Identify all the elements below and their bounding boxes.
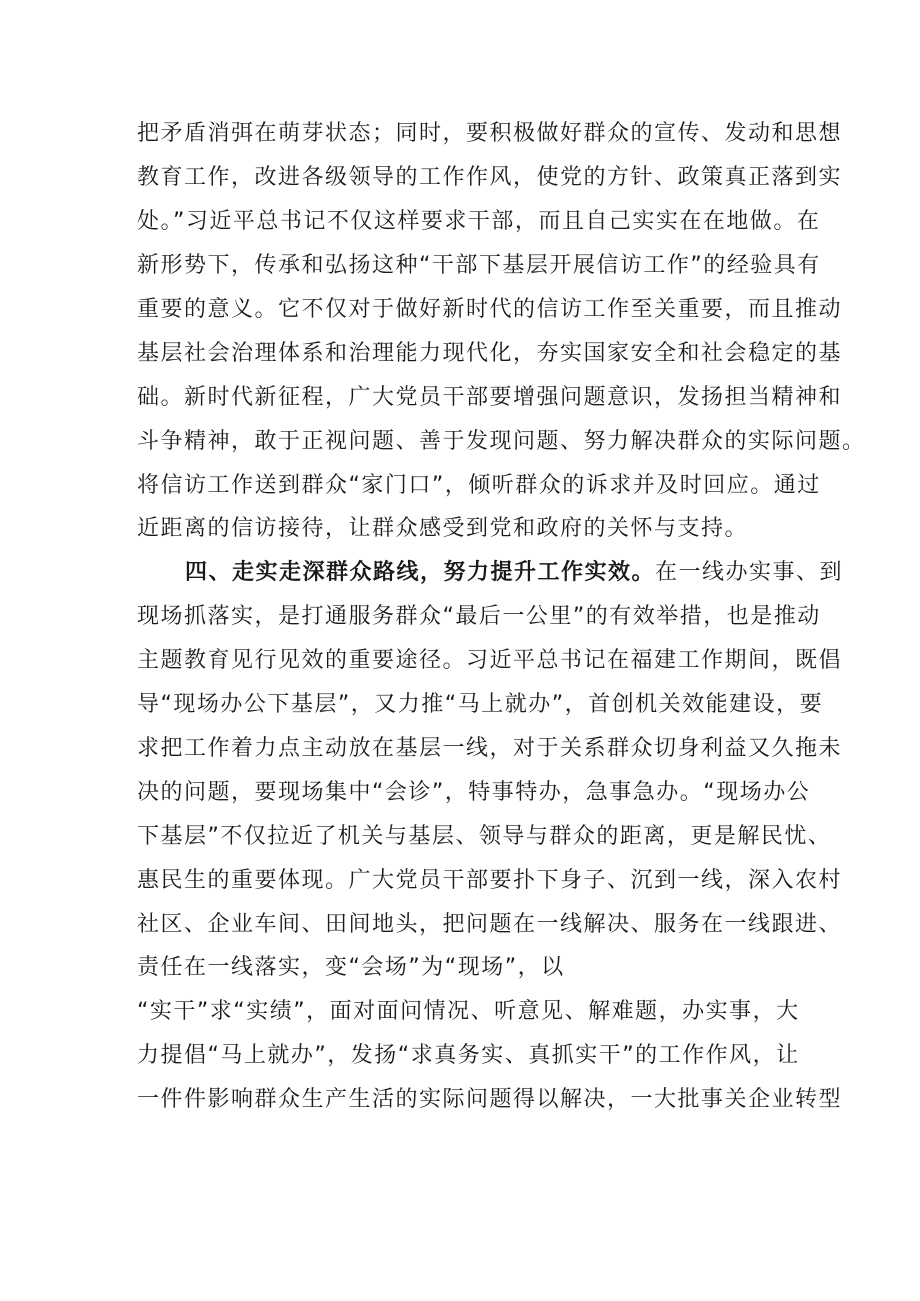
- text-line: “实干”求“实绩”，面对面问情况、听意见、解难题，办实事，大: [137, 999, 800, 1024]
- text-line: 导“现场办公下基层”，又力推“马上就办”，首创机关效能建设，要: [137, 692, 824, 717]
- text-line: 现场抓落实，是打通服务群众“最后一公里”的有效举措，也是推动: [137, 604, 821, 629]
- text-line: 主题教育见行见效的重要途径。习近平总书记在福建工作期间，既倡: [137, 648, 843, 673]
- text-line: 下基层”不仅拉近了机关与基层、领导与群众的距离，更是解民忧、: [137, 824, 832, 849]
- section-heading-rest: 在一线办实事、到: [655, 560, 844, 585]
- text-line: 一件件影响群众生产生活的实际问题得以解决，一大批事关企业转型: [137, 1087, 843, 1112]
- text-line: 础。新时代新征程，广大党员干部要增强问题意识，发扬担当精神和: [137, 385, 843, 410]
- text-line: 将信访工作送到群众“家门口”，倾听群众的诉求并及时回应。通过: [137, 473, 821, 498]
- text-line: 力提倡“马上就办”，发扬“求真务实、真抓实干”的工作作风，让: [137, 1043, 800, 1068]
- text-line: 社区、企业车间、田间地头，把问题在一线解决、服务在一线跟进、: [137, 912, 843, 937]
- text-line: 求把工作着力点主动放在基层一线，对于关系群众切身利益又久拖未: [137, 736, 843, 761]
- text-line: 决的问题，要现场集中“会诊”，特事特办，急事急办。“现场办公: [137, 780, 811, 805]
- text-line: 新形势下，传承和弘扬这种“干部下基层开展信访工作”的经验具有: [137, 253, 821, 278]
- text-line: 斗争精神，敢于正视问题、善于发现问题、努力解决群众的实际问题。: [137, 429, 866, 454]
- text-line: 惠民生的重要体现。广大党员干部要扑下身子、沉到一线，深入农村: [137, 868, 843, 893]
- text-line: 教育工作，改进各级领导的工作作风，使党的方针、政策真正落到实: [137, 165, 843, 190]
- text-line: 处。”习近平总书记不仅这样要求干部，而且自己实实在在地做。在: [137, 209, 821, 234]
- section-heading: 四、走实走深群众路线，努力提升工作实效。: [185, 560, 656, 585]
- text-line: 把矛盾消弭在萌芽状态；同时，要积极做好群众的宣传、发动和思想: [137, 121, 843, 146]
- text-line: 责任在一线落实，变“会场”为“现场”，以: [137, 955, 565, 980]
- text-line: 基层社会治理体系和治理能力现代化，夯实国家安全和社会稳定的基: [137, 341, 843, 366]
- text-line: 近距离的信访接待，让群众感受到党和政府的关怀与支持。: [137, 516, 749, 541]
- section-heading-line: [185, 558, 843, 588]
- text-line: 重要的意义。它不仅对于做好新时代的信访工作至关重要，而且推动: [137, 297, 843, 322]
